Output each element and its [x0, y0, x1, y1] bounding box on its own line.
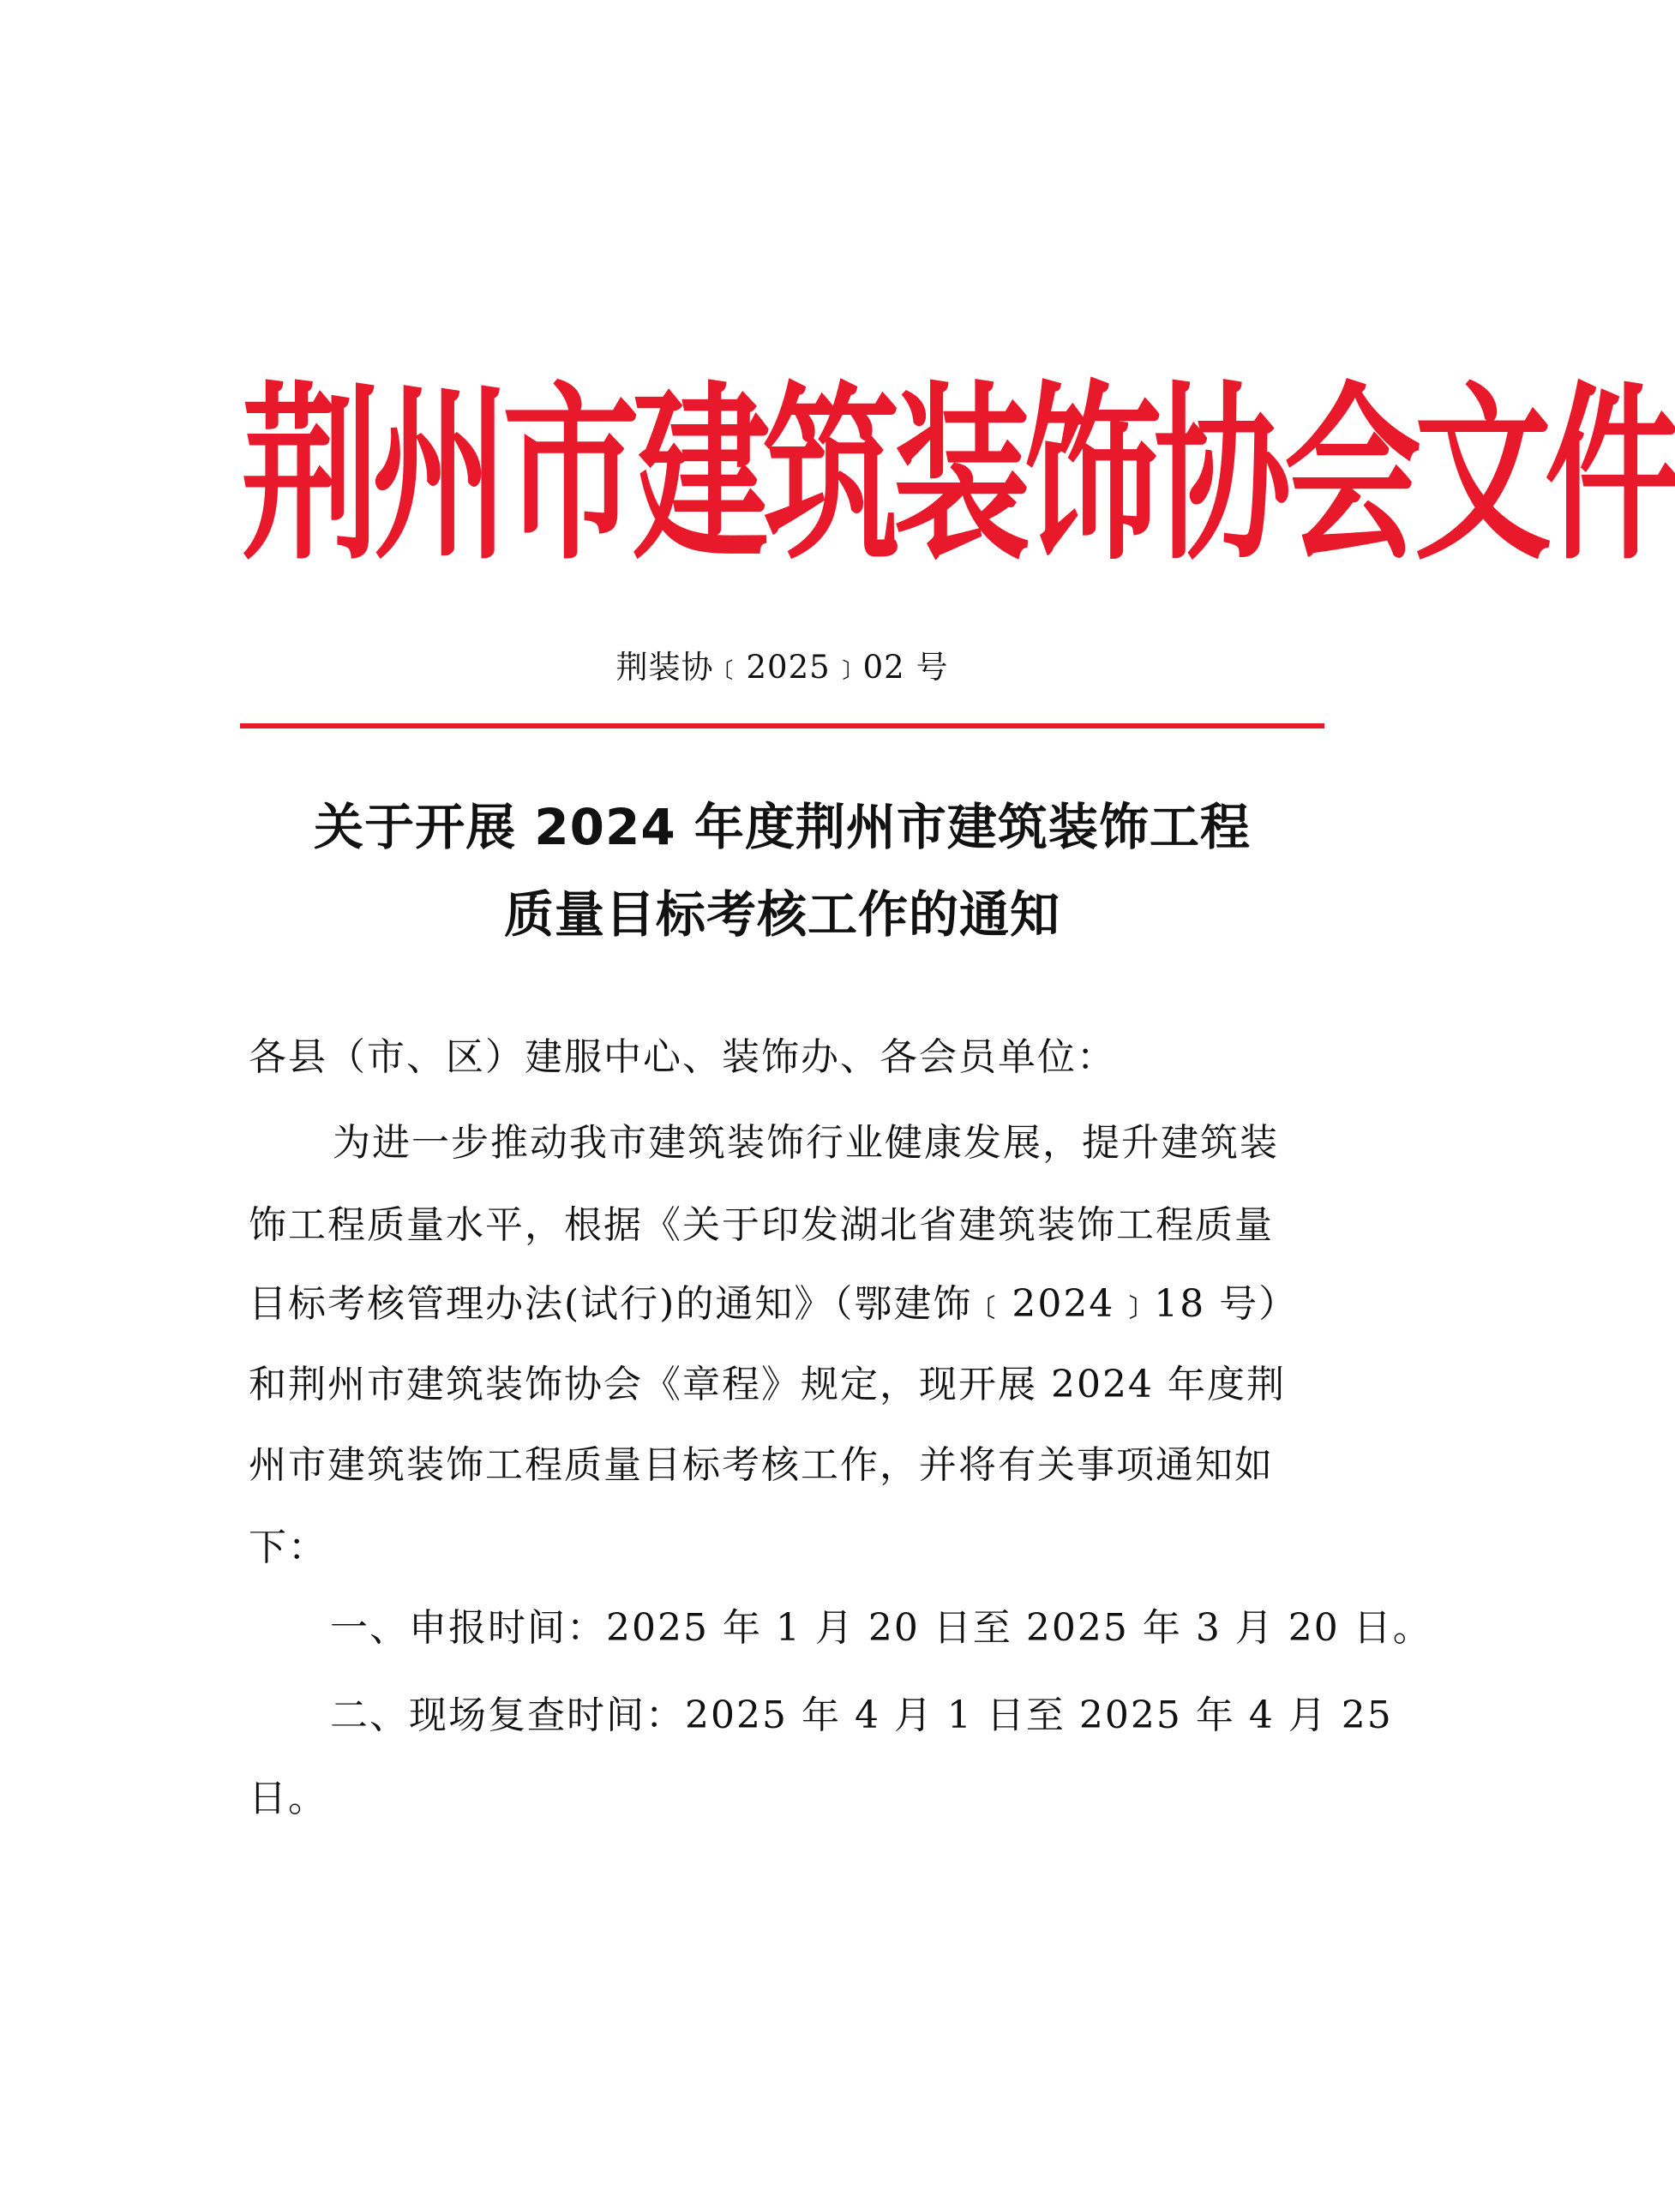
- masthead-title: 荆州市建筑装饰协会文件: [242, 364, 1675, 586]
- masthead: [242, 364, 1675, 586]
- paragraph-line: 为进一步推动我市建筑装饰行业健康发展，提升建筑装: [333, 1121, 1279, 1165]
- document-number: 荆装协﹝2025﹞02 号: [615, 649, 949, 686]
- paragraph-line: 州市建筑装饰工程质量目标考核工作，并将有关事项通知如: [249, 1443, 1274, 1487]
- paragraph-line: 目标考核管理办法(试行)的通知》（鄂建饰﹝2024﹞18 号）: [249, 1282, 1299, 1326]
- notice-title-line-2: 质量目标考核工作的通知: [503, 885, 1060, 944]
- paragraph-line: 下：: [249, 1526, 327, 1569]
- salutation: 各县（市、区）建服中心、装饰办、各会员单位：: [249, 1035, 1116, 1079]
- red-divider: [240, 723, 1324, 728]
- paragraph-line: 和荆州市建筑装饰协会《章程》规定，现开展 2024 年度荆: [249, 1363, 1286, 1406]
- item-site-review-period-end: 日。: [249, 1777, 327, 1820]
- item-application-period: 一、申报时间：2025 年 1 月 20 日至 2025 年 3 月 20 日。: [330, 1606, 1432, 1650]
- item-site-review-period: 二、现场复查时间：2025 年 4 月 1 日至 2025 年 4 月 25: [330, 1693, 1393, 1737]
- notice-title-line-1: 关于开展 2024 年度荆州市建筑装饰工程: [314, 798, 1251, 856]
- paragraph-line: 饰工程质量水平，根据《关于印发湖北省建筑装饰工程质量: [249, 1203, 1274, 1247]
